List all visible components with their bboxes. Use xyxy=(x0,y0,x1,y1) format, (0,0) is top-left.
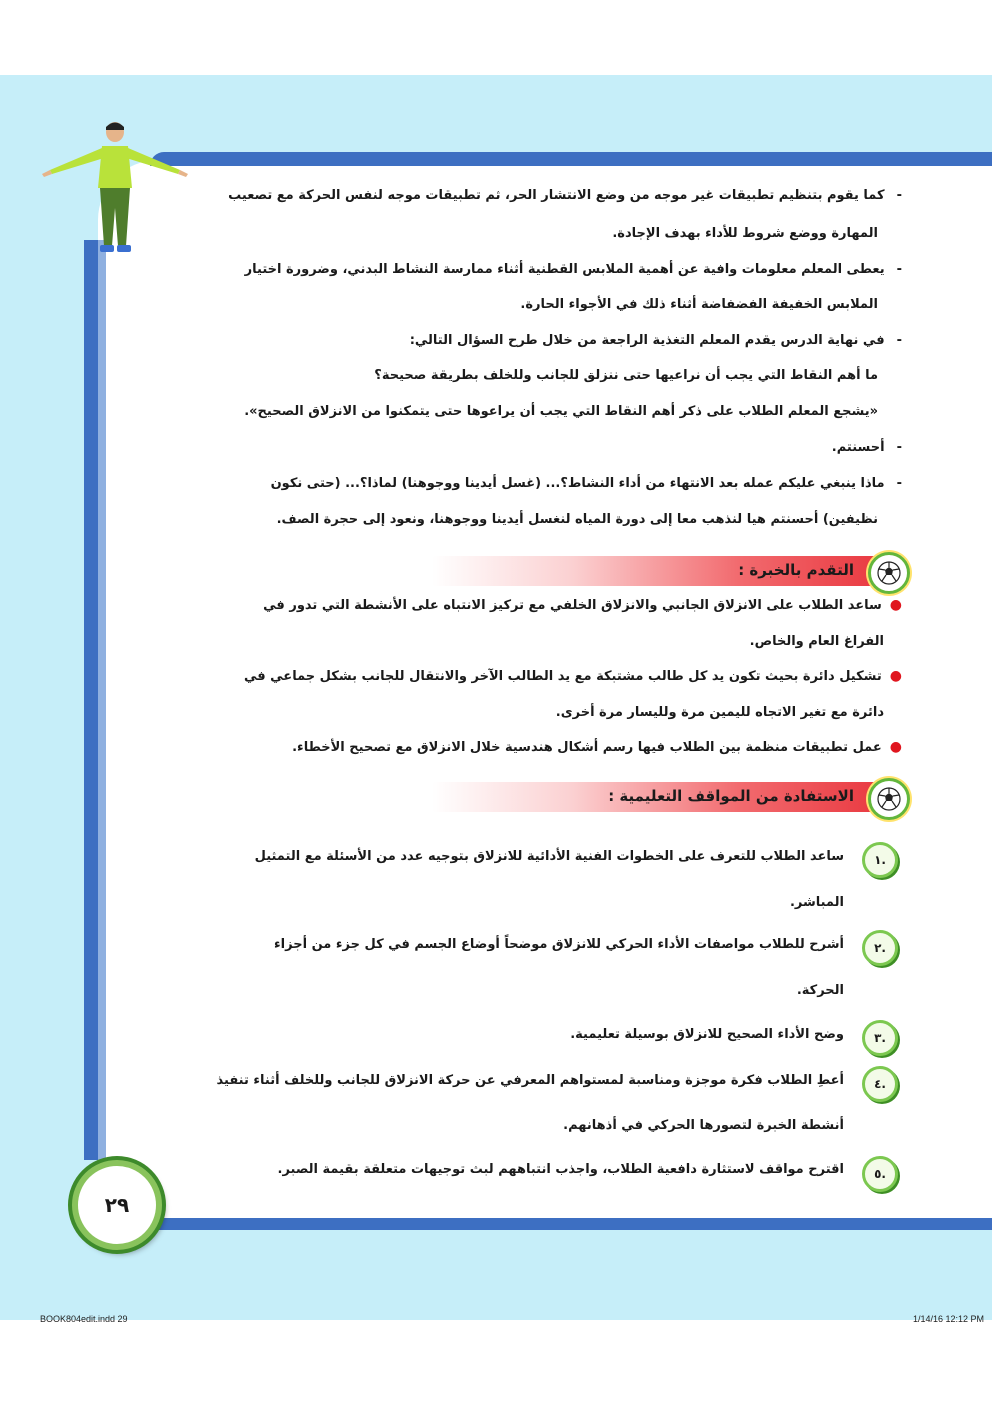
content-panel xyxy=(98,160,992,1230)
s2-item-1-line-2: المباشر. xyxy=(789,895,844,910)
student-figure-illustration xyxy=(40,118,190,258)
s2-item-4-line-2: أنشطة الخبرة لتصورها الحركي في أذهانهم. xyxy=(563,1118,844,1133)
s2-item-4-line-1: أعطِ الطلاب فكرة موجزة ومناسبة لمستواهم المعرفي عن حركة الانزلاق للجانب وللخلف أثناء تنفيذ xyxy=(216,1073,844,1088)
number-badge-4: .٤ xyxy=(862,1066,898,1102)
bullet-5-line-2: نظيفين) أحسنتم هيا لنذهب معا إلى دورة المياه لنغسل أيدينا ووجوهنا، ونعود إلى حجرة الصف. xyxy=(276,512,878,527)
bullet-3-line-2: ما أهم النقاط التي يجب أن نراعيها حتى ننزلق للجانب وللخلف بطريقة صحيحة؟ xyxy=(374,368,878,383)
bullet-1-line-1: -كما يقوم بتنظيم تطبيقات غير موجه من وضع الانتشار الحر، ثم تطبيقات موجه لنفس الحركة مع تصعيب xyxy=(228,188,902,203)
bullet-2-line-1: -يعطى المعلم معلومات وافية عن أهمية الملابس القطنية أثناء ممارسة النشاط البدني، وضرورة اختيار xyxy=(244,262,902,277)
soccer-ball-icon xyxy=(868,552,910,594)
soccer-ball-icon xyxy=(868,778,910,820)
bullet-1-line-2: المهارة ووضع شروط للأداء بهدف الإجادة. xyxy=(612,226,878,241)
s2-item-3-line-1: وضح الأداء الصحيح للانزلاق بوسيلة تعليمية. xyxy=(570,1027,844,1042)
bullet-3-line-1: -في نهاية الدرس يقدم المعلم التغذية الراجعة من خلال طرح السؤال التالي: xyxy=(409,333,902,348)
s2-item-5-line-1: اقترح مواقف لاستثارة دافعية الطلاب، واجذب انتباههم لبث توجيهات متعلقة بقيمة الصبر. xyxy=(277,1162,844,1177)
number-badge-3: .٣ xyxy=(862,1020,898,1056)
s2-item-2-line-2: الحركة. xyxy=(796,983,844,998)
top-border-bar xyxy=(150,152,992,166)
bottom-border-bar xyxy=(150,1218,992,1230)
section-1-title: التقدم بالخبرة : xyxy=(738,561,854,579)
page-number: ٢٩ xyxy=(72,1160,162,1250)
number-badge-5: .٥ xyxy=(862,1156,898,1192)
bullet-5-line-1: -ماذا ينبغي عليكم عمله بعد الانتهاء من أداء النشاط؟... (غسل أيدينا ووجوهنا) لماذا؟... (حتى نكون xyxy=(270,476,902,491)
section-heading-learning-situations xyxy=(432,782,902,812)
s2-item-2-line-1: أشرح للطلاب مواصفات الأداء الحركي للانزلاق موضحاً أوضاع الجسم في كل جزء من أجزاء xyxy=(274,937,844,952)
left-border-shadow xyxy=(98,240,106,1160)
number-badge-2: .٢ xyxy=(862,930,898,966)
section-heading-progress xyxy=(432,556,902,586)
bullet-2-line-2: الملابس الخفيفة الفضفاضة أثناء ذلك في الأجواء الحارة. xyxy=(520,297,878,312)
footer-date-label: 1/14/16 12:12 PM xyxy=(912,1314,984,1324)
number-badge-1: .١ xyxy=(862,842,898,878)
s2-item-1-line-1: ساعد الطلاب للتعرف على الخطوات الفنية الأدائية للانزلاق بتوجيه عدد من الأسئلة مع التمثيل xyxy=(254,849,844,864)
section-2-title: الاستفادة من المواقف التعليمية : xyxy=(608,787,854,805)
s1-item-3-line-1: ●عمل تطبيقات منظمة بين الطلاب فيها رسم أشكال هندسية خلال الانزلاق مع تصحيح الأخطاء. xyxy=(292,739,902,755)
footer-file-label: BOOK804edit.indd 29 xyxy=(40,1314,128,1324)
s1-item-1-line-2: الفراغ العام والخاص. xyxy=(749,634,884,649)
left-border-bar xyxy=(84,240,98,1160)
s1-item-2-line-2: دائرة مع تغير الاتجاه لليمين مرة ولليسار مرة أخرى. xyxy=(555,705,884,720)
s1-item-2-line-1: ●تشكيل دائرة بحيث تكون يد كل طالب مشتبكة مع يد الطالب الآخر والانتقال للجانب بشكل جماعي في xyxy=(243,668,902,684)
bullet-3-line-3: «يشجع المعلم الطلاب على ذكر أهم النقاط التي يجب أن يراعوها حتى يتمكنوا من الانزلاق الصحيح». xyxy=(244,404,878,419)
bullet-4-line-1: -أحسنتم. xyxy=(831,440,902,455)
s1-item-1-line-1: ●ساعد الطلاب على الانزلاق الجانبي والانزلاق الخلفي مع تركيز الانتباه على الأنشطة التي تدور في xyxy=(263,597,902,613)
